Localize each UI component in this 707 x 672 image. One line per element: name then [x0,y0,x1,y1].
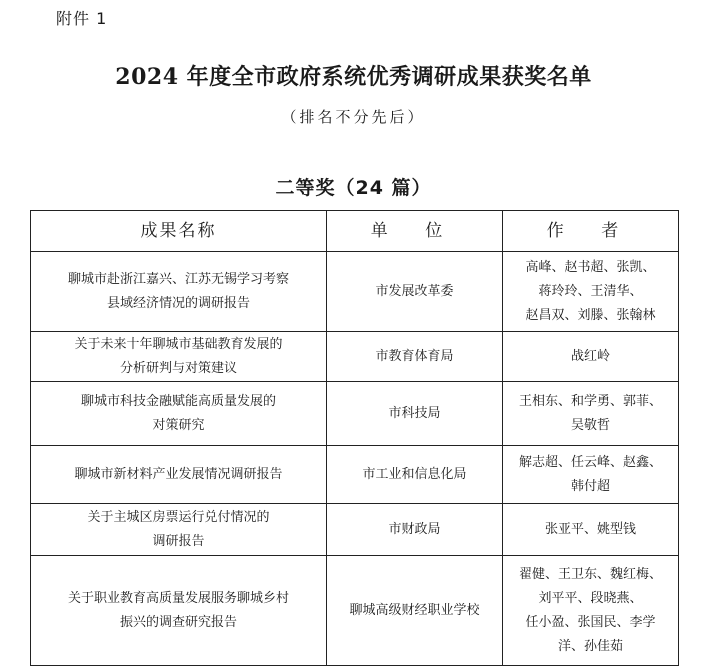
table-row [31,446,679,504]
cell-author-line: 洋、孙佳茹 [557,638,623,654]
document-subtitle: （排名不分先后） [281,108,426,126]
cell-authors [503,332,679,382]
column-header-unit: 单 位 [327,211,503,252]
cell-authors [503,382,679,446]
table-row [31,332,679,382]
cell-author-line: 刘平平、段晓燕、 [538,590,643,606]
cell-author-line: 蒋玲玲、王清华、 [538,283,643,299]
cell-title-line: 调研报告 [152,533,205,549]
cell-title [31,382,327,446]
cell-author-line: 韩付超 [570,478,610,494]
cell-title-line: 聊城市赴浙江嘉兴、江苏无锡学习考察 [67,271,289,287]
column-header-title: 成果名称 [31,211,327,252]
cell-author-line: 王相东、和学勇、郭菲、 [518,393,662,409]
table-row [31,382,679,446]
cell-title-line: 振兴的调查研究报告 [119,614,237,630]
document-title: 2024 年度全市政府系统优秀调研成果获奖名单 [115,64,592,90]
cell-authors [503,252,679,332]
cell-title-line: 关于职业教育高质量发展服务聊城乡村 [67,590,289,606]
award-table [30,210,679,666]
cell-title [31,252,327,332]
cell-author-line: 张亚平、姚型钱 [544,521,636,537]
cell-unit: 市发展改革委 [327,252,503,332]
cell-unit: 市工业和信息化局 [327,446,503,504]
cell-unit: 市教育体育局 [327,332,503,382]
table-row [31,556,679,666]
column-header-author: 作 者 [503,211,679,252]
cell-authors [503,556,679,666]
cell-authors [503,504,679,556]
cell-unit: 聊城高级财经职业学校 [327,556,503,666]
cell-title-line: 关于主城区房票运行兑付情况的 [87,509,270,525]
cell-title [31,446,327,504]
cell-author-line: 吴敬哲 [570,417,610,433]
table-row [31,504,679,556]
cell-author-line: 赵昌双、刘滕、张翰林 [525,307,656,323]
cell-unit: 市财政局 [327,504,503,556]
cell-authors [503,446,679,504]
cell-title [31,332,327,382]
cell-author-line: 战红岭 [570,348,610,364]
cell-author-line: 解志超、任云峰、赵鑫、 [518,454,662,470]
table-row [31,252,679,332]
award-level-heading: 二等奖（24 篇） [275,177,432,199]
cell-author-line: 高峰、赵书超、张凯、 [525,259,656,275]
cell-author-line: 任小盈、张国民、李学 [525,614,656,630]
cell-title-line: 聊城市科技金融赋能高质量发展的 [80,393,276,409]
cell-title-line: 对策研究 [152,417,205,433]
table-body [31,252,679,666]
cell-title-line: 县域经济情况的调研报告 [106,295,250,311]
attachment-label: 附件 1 [56,9,108,28]
cell-unit: 市科技局 [327,382,503,446]
cell-title-line: 聊城市新材料产业发展情况调研报告 [74,466,283,482]
cell-title-line: 关于未来十年聊城市基础教育发展的 [74,336,283,352]
cell-author-line: 翟健、王卫东、魏红梅、 [518,566,662,582]
table-header-row [31,211,679,252]
cell-title [31,556,327,666]
cell-title-line: 分析研判与对策建议 [119,360,237,376]
cell-title [31,504,327,556]
